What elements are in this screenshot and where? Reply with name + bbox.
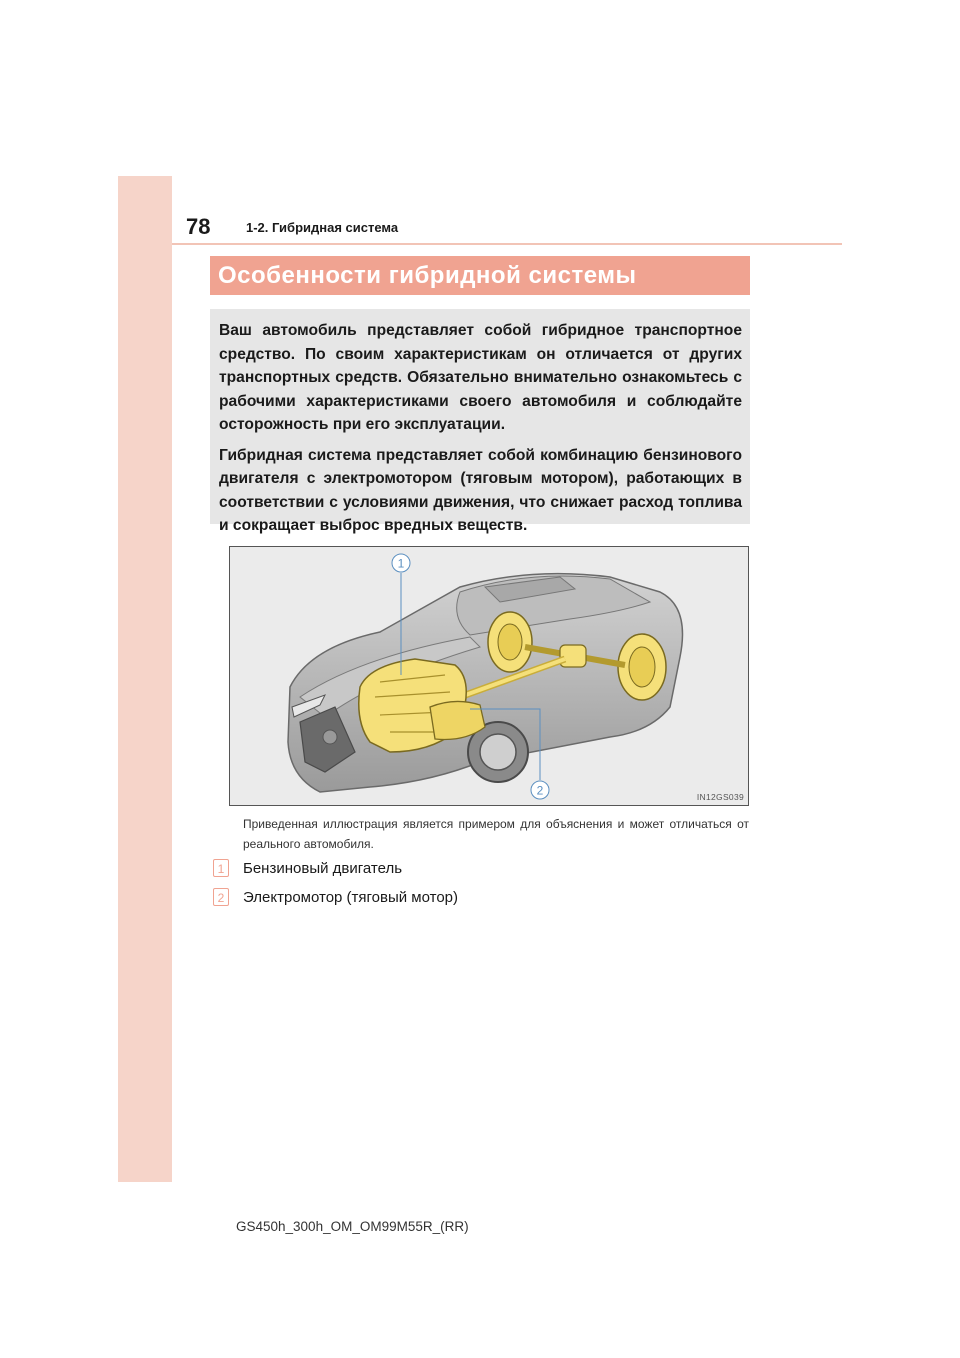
hybrid-car-illustration: [229, 546, 749, 806]
car-drawing: [230, 547, 748, 805]
figure-caption: Приведенная иллюстрация является примером для объяснения и может отличаться от реального автомобиля.: [243, 817, 749, 851]
page-title: Особенности гибридной системы: [210, 256, 750, 295]
legend-number-1: 1: [213, 859, 229, 877]
page-number: 78: [186, 214, 211, 239]
header-divider: [172, 243, 842, 245]
footer-code: GS450h_300h_OM_OM99M55R_(RR): [236, 1219, 469, 1234]
intro-paragraph-1: Ваш автомобиль представляет собой гибридное транспортное средство. По своим характеристикам он отличается от других транспортных средств. Обязательно внимательно ознакомьтесь с рабочими характеристиками своего автомобиля и соблюдайте осторожность при его эксплуатации.: [219, 322, 742, 433]
legend-item-1: [213, 857, 402, 879]
legend-text-2: Электромотор (тяговый мотор): [243, 888, 459, 906]
grille-emblem: [323, 730, 337, 744]
intro-box: [210, 309, 750, 534]
legend-text-1: Бензиновый двигатель: [243, 859, 403, 877]
section-label: 1-2. Гибридная система: [246, 220, 399, 235]
legend-number-2: 2: [213, 888, 229, 906]
figure-code: IN12GS039: [696, 792, 744, 802]
callout-1-label: 1: [397, 556, 405, 571]
callout-2-label: 2: [536, 783, 544, 798]
side-band: [118, 176, 172, 1182]
legend-item-2: [213, 886, 458, 908]
intro-paragraph-2: Гибридная система представляет собой комбинацию бензинового двигателя с электромотором (тяговым мотором), работающих в соответствии с условиями движения, что снижает расход топлива и сокращает выброс вредных веществ.: [219, 446, 742, 534]
